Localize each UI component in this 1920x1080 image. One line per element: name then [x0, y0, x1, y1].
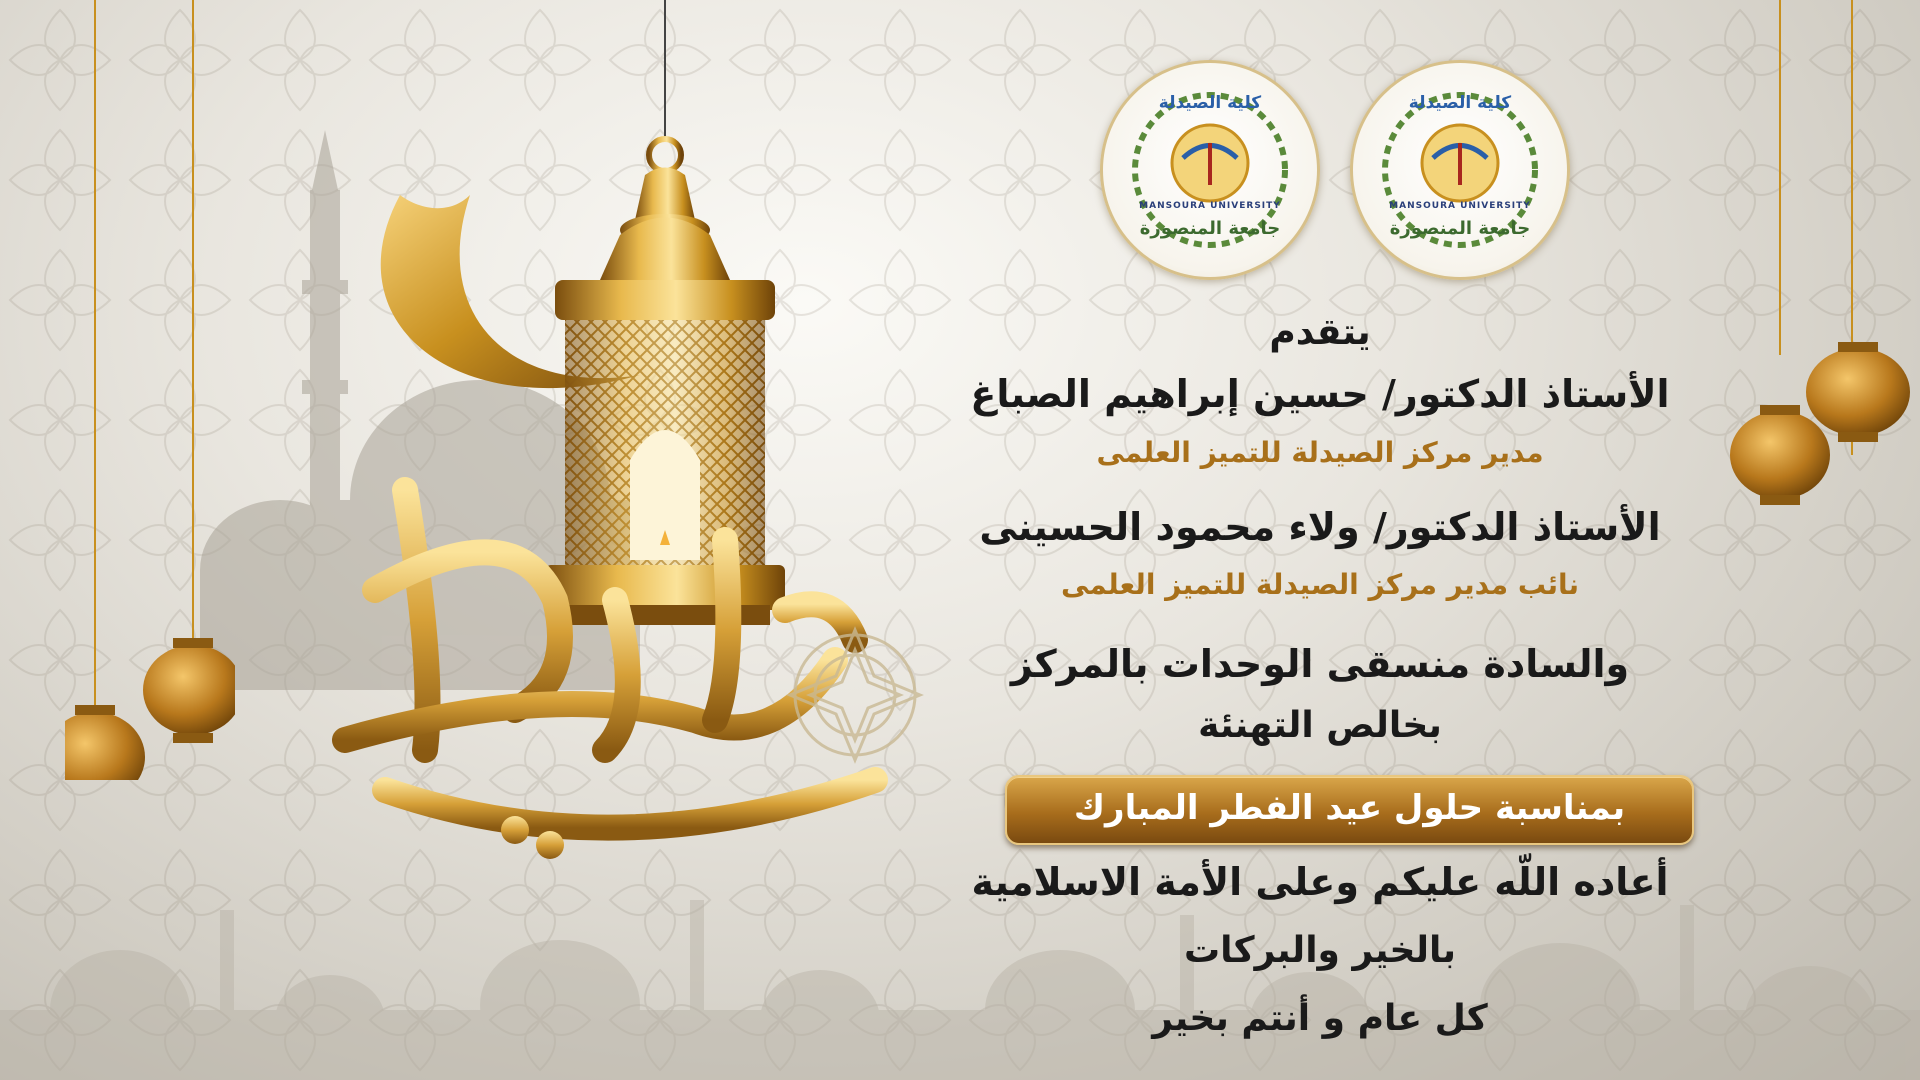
person1-title: مدير مركز الصيدلة للتميز العلمى — [1096, 436, 1544, 469]
wish-line-1: أعاده اللّه عليكم وعلى الأمة الاسلامية — [971, 860, 1669, 904]
logo-top-text: كلية الصيدلة — [1158, 93, 1262, 113]
ornament-rosette — [780, 620, 930, 770]
person1-name: الأستاذ الدكتور/ حسين إبراهيم الصباغ — [970, 372, 1670, 416]
wish-line-2: بالخير والبركات — [1183, 930, 1457, 971]
logo-top-text: كلية الصيدلة — [1408, 93, 1512, 113]
congrats-line: بخالص التهنئة — [1198, 705, 1442, 746]
logo-university-text: MANSOURA UNIVERSITY — [1139, 201, 1281, 211]
logo-bottom-text: جامعة المنصورة — [1139, 218, 1281, 239]
occasion-banner: بمناسبة حلول عيد الفطر المبارك — [1005, 775, 1694, 845]
hanging-lantern-icon — [65, 0, 235, 780]
faculty-logo-right — [1350, 60, 1570, 280]
person2-title: نائب مدير مركز الصيدلة للتميز العلمى — [1060, 568, 1580, 601]
hanging-lantern-icon — [1730, 0, 1920, 520]
logo-bottom-text: جامعة المنصورة — [1389, 218, 1531, 239]
faculty-logo-left — [1100, 60, 1320, 280]
wish-line-3: كل عام و أنتم بخير — [1152, 998, 1488, 1039]
person2-name: الأستاذ الدكتور/ ولاء محمود الحسينى — [979, 505, 1661, 549]
coordinators-line: والسادة منسقى الوحدات بالمركز — [1010, 642, 1630, 686]
logo-university-text: MANSOURA UNIVERSITY — [1389, 201, 1531, 211]
greeting-intro: يتقدم — [1269, 312, 1371, 353]
